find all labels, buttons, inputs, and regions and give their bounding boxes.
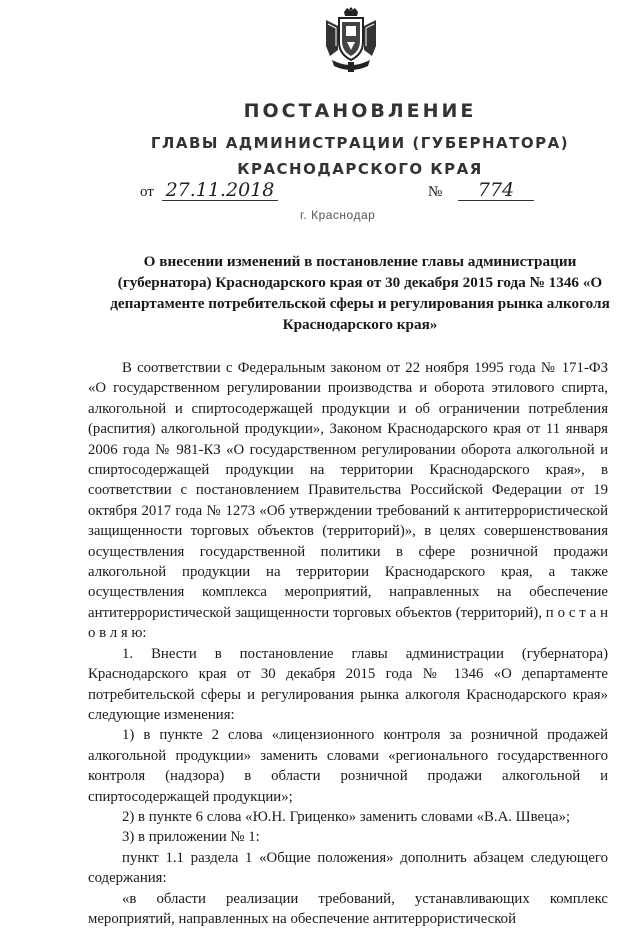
handwritten-number: 774: [458, 180, 534, 201]
date-label: от: [140, 184, 154, 200]
handwritten-date: 27.11.2018: [162, 180, 278, 201]
region-heading: КРАСНОДАРСКОГО КРАЯ: [237, 160, 483, 178]
body-paragraph: 3) в приложении № 1:: [122, 829, 260, 846]
body-paragraph: 2) в пункте 6 слова «Ю.Н. Гриценко» заменить словами «В.А. Швеца»;: [122, 808, 571, 825]
body-paragraph: 1) в пункте 2 слова «лицензионного контроля за розничной продажей алкогольной продукции» заменить словами «регионального государственного контроля (надзора) в области розничной продажи алкогольной и спиртосодержащей продукции»;: [88, 727, 608, 805]
coat-of-arms-emblem: [322, 6, 380, 74]
issuer-heading: ГЛАВЫ АДМИНИСТРАЦИИ (ГУБЕРНАТОРА): [150, 134, 570, 152]
document-type-heading: ПОСТАНОВЛЕНИЕ: [243, 100, 477, 122]
city-label: г. Краснодар: [300, 208, 376, 222]
body-paragraph: «в области реализации требований, устанавливающих комплекс мероприятий, направленных на обеспечение антитеррористической: [88, 890, 608, 927]
document-title: О внесении изменений в постановление главы администрации (губернатора) Краснодарского края от 30 декабря 2015 года № 1346 «О департаменте потребительской сферы и регулирования рынка алкоголя Краснодарского края»: [110, 253, 610, 333]
number-label: №: [428, 184, 443, 200]
document-body: [88, 358, 608, 929]
body-paragraph: 1. Внести в постановление главы администрации (губернатора) Краснодарского края от 30 декабря 2015 года № 1346 «О департаменте потребительской сферы и регулирования рынка алкоголя Краснодарского края» следующие изменения:: [88, 645, 608, 723]
preamble-paragraph: В соответствии с Федеральным законом от 22 ноября 1995 года № 171-ФЗ «О государственном регулировании производства и оборота этилового спирта, алкогольной и спиртосодержащей продукции и об ограничении потребления (распития) алкогольной продукции», Законом Краснодарского края от 11 января 2006 года № 981-КЗ «О государственном регулировании оборота алкогольной и спиртосодержащей продукции на территории Краснодарского края», в соответствии с постановлением Правительства Российской Федерации от 19 октября 2017 года № 1273 «Об утверждении требований к антитеррористической защищенности торговых объектов (территорий)», в целях совершенствования осуществления государственной политики в сфере розничной продажи алкогольной продукции на территории Краснодарского края, а также осуществления комплекса мероприятий, направленных на обеспечение антитеррористической защищенности торговых объектов (территорий), п о с т а н о в л я ю:: [88, 360, 608, 642]
body-paragraph: пункт 1.1 раздела 1 «Общие положения» дополнить абзацем следующего содержания:: [88, 849, 608, 887]
